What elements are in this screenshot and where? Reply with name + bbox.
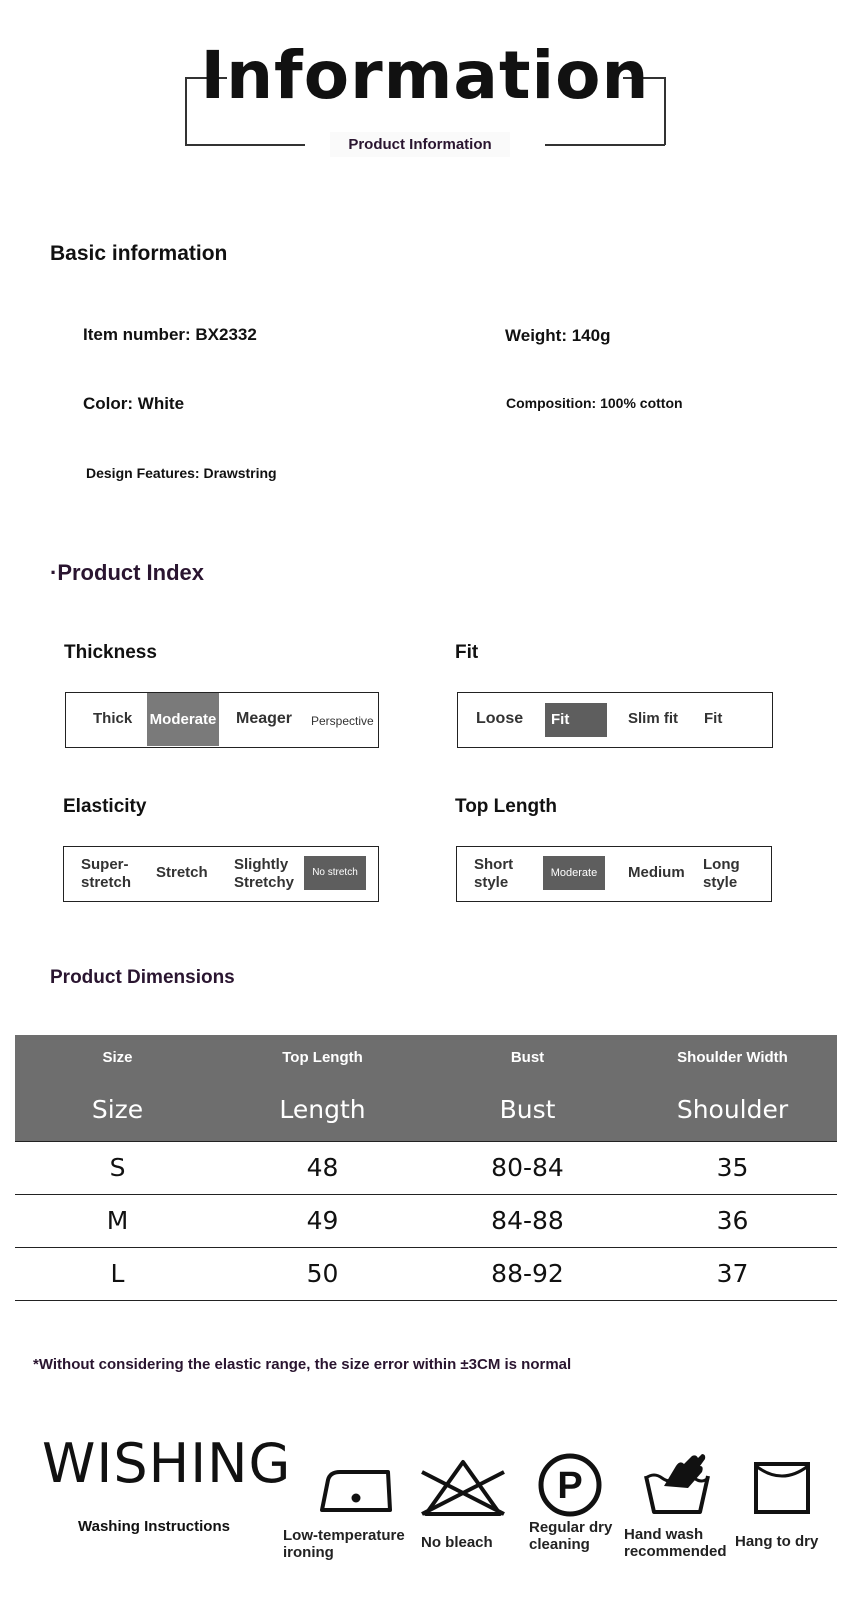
- care-label-hang-dry: Hang to dry: [735, 1533, 819, 1550]
- elasticity-option-selected: No stretch: [304, 856, 366, 890]
- care-label-iron: Low-temperature ironing: [283, 1527, 405, 1561]
- thickness-label: Thickness: [64, 642, 157, 663]
- product-index-title: ·Product Index: [50, 560, 205, 585]
- size-table-header: [15, 1035, 837, 1142]
- header-cell: Shoulder: [676, 1095, 789, 1124]
- hand-wash-icon: [642, 1452, 712, 1516]
- elasticity-label: Elasticity: [63, 796, 147, 817]
- table-cell: 48: [306, 1153, 339, 1182]
- elasticity-option: Slightly Stretchy: [234, 856, 295, 891]
- elasticity-option: Super- stretch: [81, 856, 132, 891]
- fit-label: Fit: [455, 642, 479, 663]
- table-cell: 36: [716, 1206, 749, 1235]
- header-cell: Shoulder Width: [677, 1049, 788, 1066]
- size-table: [15, 1035, 837, 1301]
- item-number: Item number: BX2332: [83, 325, 257, 344]
- table-cell: 37: [716, 1259, 749, 1288]
- table-cell: M: [106, 1206, 129, 1235]
- elasticity-option: Stretch: [156, 864, 208, 881]
- no-bleach-icon: [418, 1458, 508, 1518]
- top-length-scale: [456, 846, 772, 902]
- header-frame-line: [185, 144, 305, 146]
- fit-option-selected: Fit: [545, 703, 607, 737]
- header-cell: Size: [91, 1095, 144, 1124]
- care-label-dry-clean: Regular dry cleaning: [529, 1519, 613, 1553]
- table-cell: 80-84: [491, 1153, 564, 1182]
- thickness-option-selected: Moderate: [147, 693, 219, 746]
- dry-clean-letter: P: [557, 1465, 583, 1507]
- size-note: *Without considering the elastic range, the size error within ±3CM is normal: [33, 1356, 572, 1373]
- header-cell: Top Length: [282, 1049, 363, 1066]
- header-frame-line: [664, 77, 666, 145]
- table-cell: S: [109, 1153, 126, 1182]
- header-cell: Bust: [510, 1049, 545, 1066]
- header-cell: Size: [102, 1049, 133, 1066]
- header-cell: Length: [279, 1095, 366, 1124]
- thickness-option: Perspective: [311, 714, 374, 728]
- header-cell: Bust: [499, 1095, 556, 1124]
- table-cell: 49: [306, 1206, 339, 1235]
- weight: Weight: 140g: [505, 326, 611, 345]
- page-title: Information: [200, 37, 650, 114]
- table-row: [15, 1248, 837, 1301]
- color: Color: White: [83, 394, 185, 413]
- header-frame-line: [545, 144, 665, 146]
- top-length-option-selected: Moderate: [543, 856, 605, 890]
- thickness-option: Meager: [236, 710, 293, 727]
- design-features: Design Features: Drawstring: [86, 465, 277, 481]
- care-label-no-bleach: No bleach: [421, 1534, 493, 1551]
- top-length-label: Top Length: [455, 796, 558, 817]
- table-cell: 88-92: [491, 1259, 564, 1288]
- page-subtitle: Product Information: [330, 132, 510, 157]
- thickness-scale: [65, 692, 379, 748]
- washing-label: Washing Instructions: [78, 1518, 230, 1535]
- fit-option: Fit: [704, 710, 723, 727]
- hang-dry-icon: [752, 1460, 812, 1516]
- table-cell: L: [110, 1259, 125, 1288]
- fit-option: Loose: [476, 710, 524, 727]
- basic-info-title: Basic information: [50, 242, 228, 265]
- table-cell: 84-88: [491, 1206, 564, 1235]
- product-dimensions-title: Product Dimensions: [50, 967, 235, 988]
- table-cell: 50: [306, 1259, 339, 1288]
- iron-low-icon: [318, 1466, 396, 1514]
- top-length-option: Short style: [474, 856, 514, 891]
- top-length-option: Long style: [703, 856, 740, 891]
- fit-option: Slim fit: [628, 710, 679, 727]
- header-frame-line: [185, 77, 187, 145]
- dry-clean-p-icon: [537, 1452, 603, 1518]
- table-row: [15, 1195, 837, 1248]
- composition: Composition: 100% cotton: [506, 395, 683, 411]
- table-cell: 35: [716, 1153, 749, 1182]
- elasticity-scale: [63, 846, 379, 902]
- washing-title: WISHING: [42, 1432, 292, 1495]
- care-label-hand-wash: Hand wash recommended: [624, 1526, 727, 1560]
- thickness-option: Thick: [93, 710, 133, 727]
- fit-scale: [457, 692, 773, 748]
- top-length-option: Medium: [628, 864, 685, 881]
- table-row: [15, 1142, 837, 1195]
